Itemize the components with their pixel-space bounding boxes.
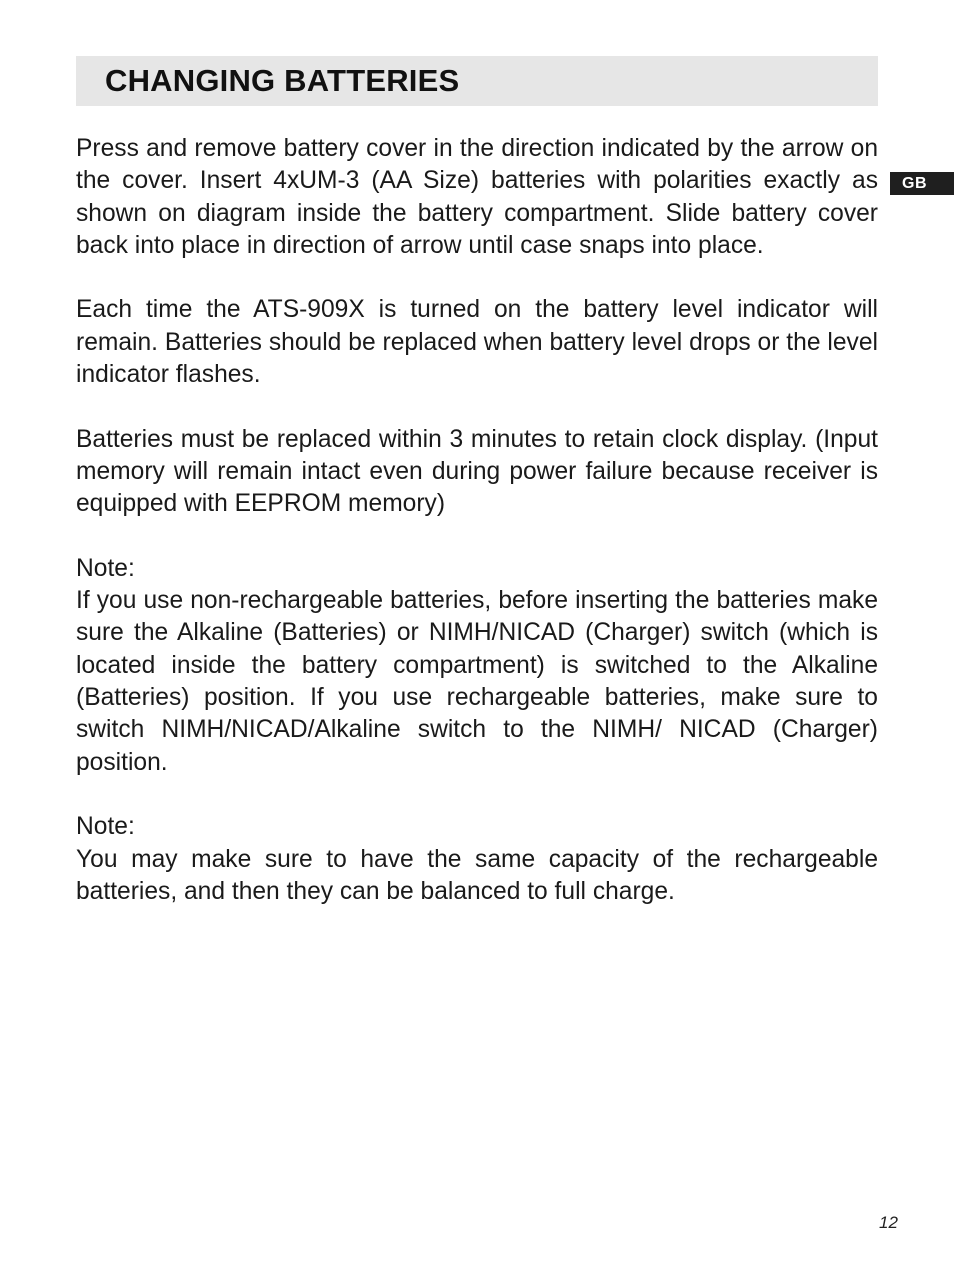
language-tab: GB: [890, 172, 954, 195]
body-content: [76, 133, 878, 940]
paragraph-battery-install: Press and remove battery cover in the direction indicated by the arrow on the cover. Insert 4xUM-3 (AA Size) batteries with polarities exactly as shown on diagram inside the battery compartment. Slide battery cover back into place in direction of arrow until case snaps into place.: [76, 135, 878, 259]
paragraph-battery-level: Each time the ATS-909X is turned on the battery level indicator will remain. Batteries should be replaced when battery level drops or the level indicator flashes.: [76, 296, 878, 389]
page-number: 12: [879, 1213, 898, 1232]
note-text: If you use non-rechargeable batteries, before inserting the batteries make sure the Alkaline (Batteries) or NIMH/NICAD (Charger) switch (which is located inside the battery compartment) is switched to the Alkaline (Batteries) position. If you use rechargeable batteries, make sure to switch NIMH/NICAD/Alkaline switch to the NIMH/ NICAD (Charger) position.: [76, 587, 878, 776]
paragraph-replace-time: Batteries must be replaced within 3 minutes to retain clock display. (Input memory will remain intact even during power failure because receiver is equipped with EEPROM memory): [76, 425, 878, 518]
note-label: Note:: [76, 554, 135, 582]
note-label: Note:: [76, 813, 135, 841]
note-text: You may make sure to have the same capacity of the rechargeable batteries, and then they can be balanced to full charge.: [76, 845, 878, 905]
section-heading-bar: [76, 56, 878, 106]
note-capacity: [76, 811, 878, 908]
section-title: CHANGING BATTERIES: [105, 63, 460, 98]
note-battery-type: [76, 553, 878, 779]
